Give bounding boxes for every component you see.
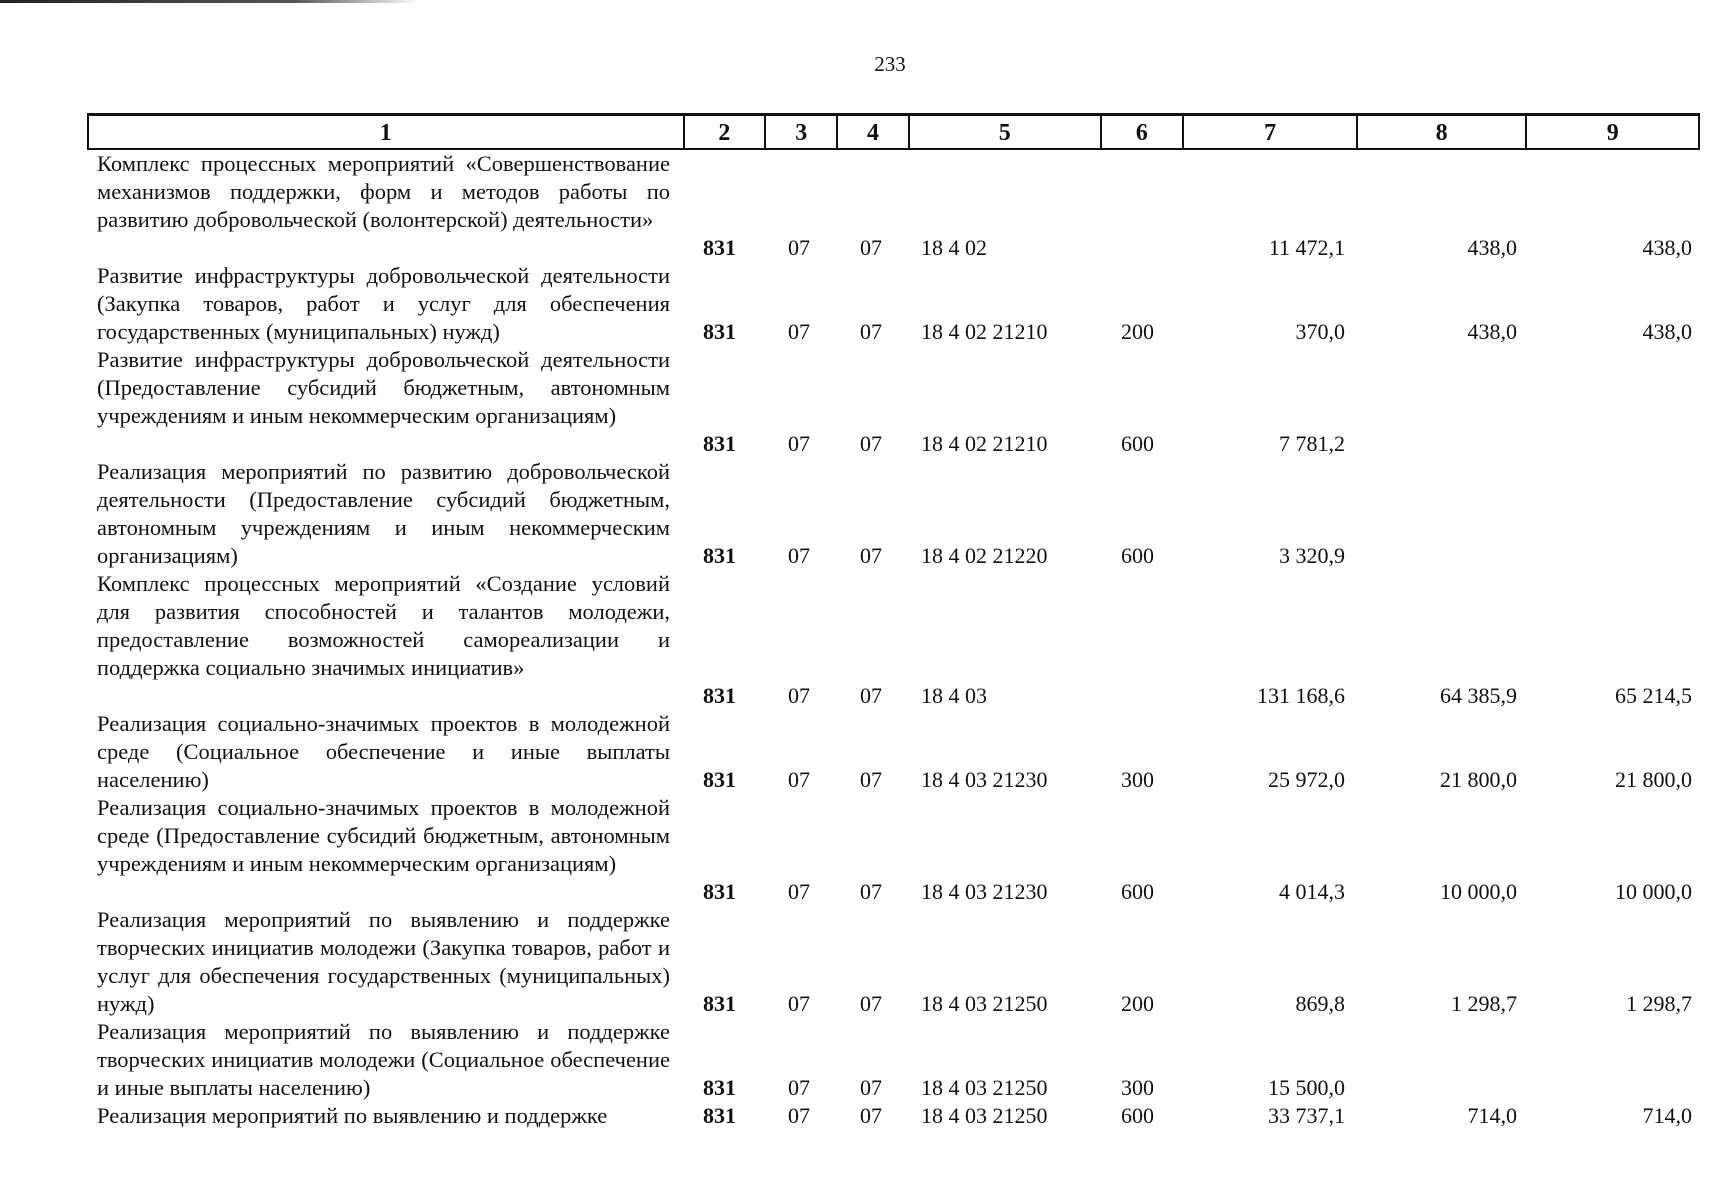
row-description: Развитие инфраструктуры добровольческой деятельности (Предоставление субсидий бюджетным, автономным учреждениям и иным некоммерческим организациям) <box>97 347 670 428</box>
cell-pr: 07 <box>860 319 882 344</box>
cell-year-2: 64 385,9 <box>1440 683 1517 708</box>
cell-pr: 07 <box>860 991 882 1016</box>
cell-pr: 07 <box>860 1103 882 1128</box>
cell-csr: 18 4 03 21230 <box>921 879 1048 904</box>
cell-year-3: 65 214,5 <box>1615 683 1692 708</box>
cell-ved: 831 <box>703 991 736 1016</box>
cell-ved: 831 <box>703 543 736 568</box>
cell-year-2: 438,0 <box>1467 319 1517 344</box>
table-row <box>0 458 1714 570</box>
table-row <box>0 1102 1714 1130</box>
cell-year-2: 438,0 <box>1467 235 1517 260</box>
cell-csr: 18 4 03 21250 <box>921 1075 1048 1100</box>
header-col-8: 8 <box>1358 116 1528 148</box>
table-header-row <box>87 113 1700 150</box>
cell-year-3: 21 800,0 <box>1615 767 1692 792</box>
cell-year-1: 15 500,0 <box>1268 1075 1345 1100</box>
cell-ved: 831 <box>703 683 736 708</box>
row-description: Реализация мероприятий по выявлению и поддержке <box>97 1103 608 1128</box>
table-row <box>0 346 1714 458</box>
row-description: Реализация мероприятий по выявлению и поддержке творческих инициатив молодежи (Социальное обеспечение и иные выплаты населению) <box>97 1019 670 1100</box>
cell-csr: 18 4 02 21210 <box>921 431 1048 456</box>
table-row <box>0 262 1714 346</box>
cell-year-1: 25 972,0 <box>1268 767 1345 792</box>
cell-pr: 07 <box>860 431 882 456</box>
cell-year-3: 714,0 <box>1642 1103 1692 1128</box>
cell-year-3: 438,0 <box>1642 319 1692 344</box>
cell-csr: 18 4 02 21220 <box>921 543 1048 568</box>
cell-year-2: 21 800,0 <box>1440 767 1517 792</box>
cell-rz: 07 <box>788 235 810 260</box>
cell-rz: 07 <box>788 767 810 792</box>
header-col-7: 7 <box>1184 116 1358 148</box>
cell-vr: 600 <box>1121 1103 1154 1128</box>
cell-year-1: 131 168,6 <box>1257 683 1345 708</box>
table-row <box>0 150 1714 262</box>
cell-ved: 831 <box>703 1075 736 1100</box>
cell-ved: 831 <box>703 235 736 260</box>
header-col-6: 6 <box>1102 116 1185 148</box>
cell-year-2: 714,0 <box>1467 1103 1517 1128</box>
cell-vr: 300 <box>1121 767 1154 792</box>
cell-ved: 831 <box>703 319 736 344</box>
cell-vr: 200 <box>1121 319 1154 344</box>
cell-csr: 18 4 03 <box>921 683 987 708</box>
cell-year-3: 1 298,7 <box>1626 991 1692 1016</box>
cell-ved: 831 <box>703 879 736 904</box>
cell-year-1: 3 320,9 <box>1279 543 1345 568</box>
table-row <box>0 570 1714 710</box>
cell-rz: 07 <box>788 1075 810 1100</box>
cell-pr: 07 <box>860 235 882 260</box>
row-description: Комплекс процессных мероприятий «Совершенствование механизмов поддержки, форм и методов работы по развитию добровольческой (волонтерской) деятельности» <box>97 151 670 232</box>
cell-csr: 18 4 03 21230 <box>921 767 1048 792</box>
header-col-9: 9 <box>1606 120 1619 146</box>
cell-year-1: 4 014,3 <box>1279 879 1345 904</box>
cell-year-2: 1 298,7 <box>1451 991 1517 1016</box>
table-row <box>0 1018 1714 1102</box>
cell-year-1: 869,8 <box>1295 991 1345 1016</box>
header-col-1: 1 <box>89 116 685 148</box>
cell-rz: 07 <box>788 319 810 344</box>
cell-year-1: 7 781,2 <box>1279 431 1345 456</box>
cell-rz: 07 <box>788 683 810 708</box>
table-row <box>0 710 1714 794</box>
cell-vr: 600 <box>1121 879 1154 904</box>
cell-rz: 07 <box>788 543 810 568</box>
cell-pr: 07 <box>860 767 882 792</box>
cell-year-1: 11 472,1 <box>1268 235 1345 260</box>
cell-vr: 600 <box>1121 543 1154 568</box>
cell-pr: 07 <box>860 1075 882 1100</box>
cell-csr: 18 4 02 <box>921 235 987 260</box>
row-description: Реализация мероприятий по развитию добровольческой деятельности (Предоставление субсидий бюджетным, автономным учреждениям и иным некоммерческим организациям) <box>97 459 670 568</box>
cell-rz: 07 <box>788 991 810 1016</box>
cell-year-1: 33 737,1 <box>1268 1103 1345 1128</box>
cell-rz: 07 <box>788 879 810 904</box>
row-description: Реализация социально-значимых проектов в молодежной среде (Предоставление субсидий бюджетным, автономным учреждениям и иным некоммерческим организациям) <box>97 795 670 876</box>
cell-year-3: 10 000,0 <box>1615 879 1692 904</box>
cell-pr: 07 <box>860 543 882 568</box>
cell-vr: 600 <box>1121 431 1154 456</box>
row-description: Реализация социально-значимых проектов в молодежной среде (Социальное обеспечение и иные выплаты населению) <box>97 711 670 792</box>
cell-ved: 831 <box>703 1103 736 1128</box>
cell-year-1: 370,0 <box>1295 319 1345 344</box>
table-row <box>0 906 1714 1018</box>
header-col-4: 4 <box>838 116 910 148</box>
cell-ved: 831 <box>703 767 736 792</box>
page-number: 233 <box>874 52 906 76</box>
row-description: Реализация мероприятий по выявлению и поддержке творческих инициатив молодежи (Закупка товаров, работ и услуг для обеспечения государственных (муниципальных) нужд) <box>97 907 670 1016</box>
cell-rz: 07 <box>788 431 810 456</box>
header-col-3: 3 <box>766 116 838 148</box>
cell-rz: 07 <box>788 1103 810 1128</box>
cell-pr: 07 <box>860 879 882 904</box>
cell-vr: 200 <box>1121 991 1154 1016</box>
cell-vr: 300 <box>1121 1075 1154 1100</box>
header-col-2: 2 <box>685 116 767 148</box>
cell-csr: 18 4 02 21210 <box>921 319 1048 344</box>
cell-year-3: 438,0 <box>1642 235 1692 260</box>
cell-ved: 831 <box>703 431 736 456</box>
cell-csr: 18 4 03 21250 <box>921 1103 1048 1128</box>
cell-csr: 18 4 03 21250 <box>921 991 1048 1016</box>
table-row <box>0 794 1714 906</box>
header-col-5: 5 <box>910 116 1102 148</box>
table-body <box>0 150 1714 1130</box>
top-edge-rule <box>0 0 420 3</box>
row-description: Развитие инфраструктуры добровольческой деятельности (Закупка товаров, работ и услуг для обеспечения государственных (муниципальных) нужд) <box>97 263 670 344</box>
cell-year-2: 10 000,0 <box>1440 879 1517 904</box>
cell-pr: 07 <box>860 683 882 708</box>
row-description: Комплекс процессных мероприятий «Создание условий для развития способностей и талантов молодежи, предоставление возможностей самореализации и поддержка социально значимых инициатив» <box>97 571 670 680</box>
